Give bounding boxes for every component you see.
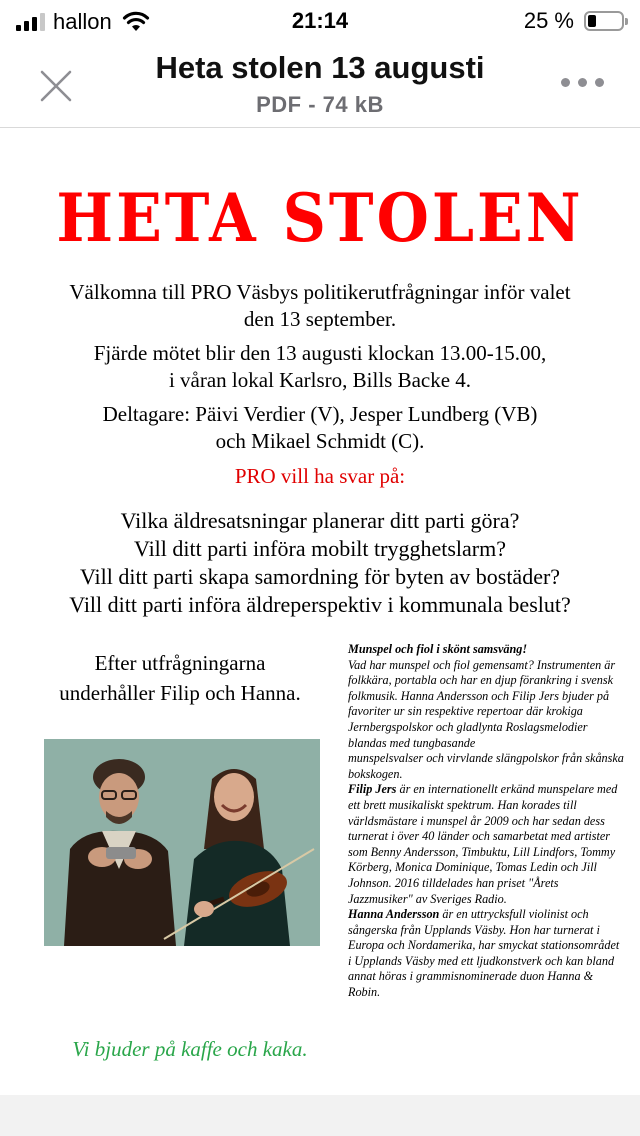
battery-icon [584, 11, 624, 31]
intro-line: den 13 september. [243, 307, 397, 331]
bio-paragraph: Vad har munspel och fiol gemensamt? Instrumenten är folkkära, portabla och har en djup förankring i svensk folkmusik. Hanna Andersson och Filip Jers bjuder på favoriter ur sin respektive repertoar där krokiga Jernbergspolskor och gladlynta Roslagsmelodier blandas med tungbasande [348, 657, 616, 750]
bio-hanna-text: är en uttrycksfull violinist och sångerska från Upplands Väsby. Hon har turnerat i Europa och Nordamerika, har smyckat stationsområdet i Upplands Väsby med ett ljudkonstverk och kan bland annat höras i grammisnominerade duon Hanna & Robin. [348, 907, 620, 1000]
question-heading: PRO vill ha svar på: [234, 464, 406, 488]
more-button[interactable] [561, 78, 604, 87]
meeting-text [0, 340, 640, 394]
participants-line: Deltagare: Päivi Verdier (V), Jesper Lundberg (VB) [102, 402, 538, 426]
bio-filip-text: är en internationellt erkänd munspelare med ett brett musikaliskt spektrum. Han korades till världsmästare i munspel år 2009 och har sedan dess turnerat i över 40 länder och samarbetat med artister som Benny Andersson, Timbuktu, Lill Lindfors, Tommy Körberg, Monica Dominique, Tomas Ledin och Jill Johnson. 2016 tilldelades han priset "Årets Jazzmusiker" av Sveriges Radio. [348, 782, 618, 906]
intro-text [0, 279, 640, 333]
more-icon [561, 78, 570, 87]
status-bar [0, 0, 640, 42]
bio-heading: Munspel och fiol i skönt samsväng! [348, 642, 528, 656]
question-item: Vill ditt parti skapa samordning för byten av bostäder? [79, 564, 561, 589]
question-item: Vill ditt parti införa mobilt trygghetslarm? [134, 536, 506, 561]
entertainment-line: underhåller Filip och Hanna. [59, 681, 301, 705]
viewer-background [0, 1095, 640, 1136]
document-header [0, 42, 640, 128]
document-title: Heta stolen 13 augusti [155, 50, 485, 85]
meeting-line: Fjärde mötet blir den 13 augusti klockan 13.00-15.00, [93, 341, 547, 365]
bio-name-hanna: Hanna Andersson [348, 907, 440, 922]
musicians-photo-image [44, 739, 320, 946]
intro-line: Välkomna till PRO Väsbys politikerutfrågningar inför valet [69, 280, 571, 304]
bio-name-filip: Filip Jers [348, 782, 397, 797]
poster-title: HETA STOLEN [56, 180, 584, 258]
musicians-photo [44, 739, 320, 946]
participants-text [0, 401, 640, 455]
entertainment-text [40, 648, 320, 708]
question-item: Vill ditt parti införa äldreperspektiv i kommunala beslut? [69, 592, 571, 617]
refreshments-note: Vi bjuder på kaffe och kaka. [72, 1037, 308, 1061]
pdf-page[interactable] [0, 129, 640, 1095]
entertainment-line: Efter utfrågningarna [94, 651, 266, 675]
bio-paragraph: munspelsvalser och virvlande slängpolskor från skånska bokskogen. [348, 751, 624, 781]
carrier-name: hallon [53, 9, 112, 34]
document-meta: PDF - 74 kB [256, 92, 384, 117]
battery-percent: 25 % [523, 8, 574, 33]
meeting-line: i våran lokal Karlsro, Bills Backe 4. [168, 368, 472, 392]
participants-line: och Mikael Schmidt (C). [215, 429, 425, 453]
question-item: Vilka äldresatsningar planerar ditt parti göra? [120, 508, 520, 533]
status-right [524, 8, 624, 34]
question-list [0, 507, 640, 619]
musicians-bio [348, 642, 624, 1001]
clock: 21:14 [291, 8, 349, 33]
battery-level [588, 15, 596, 27]
